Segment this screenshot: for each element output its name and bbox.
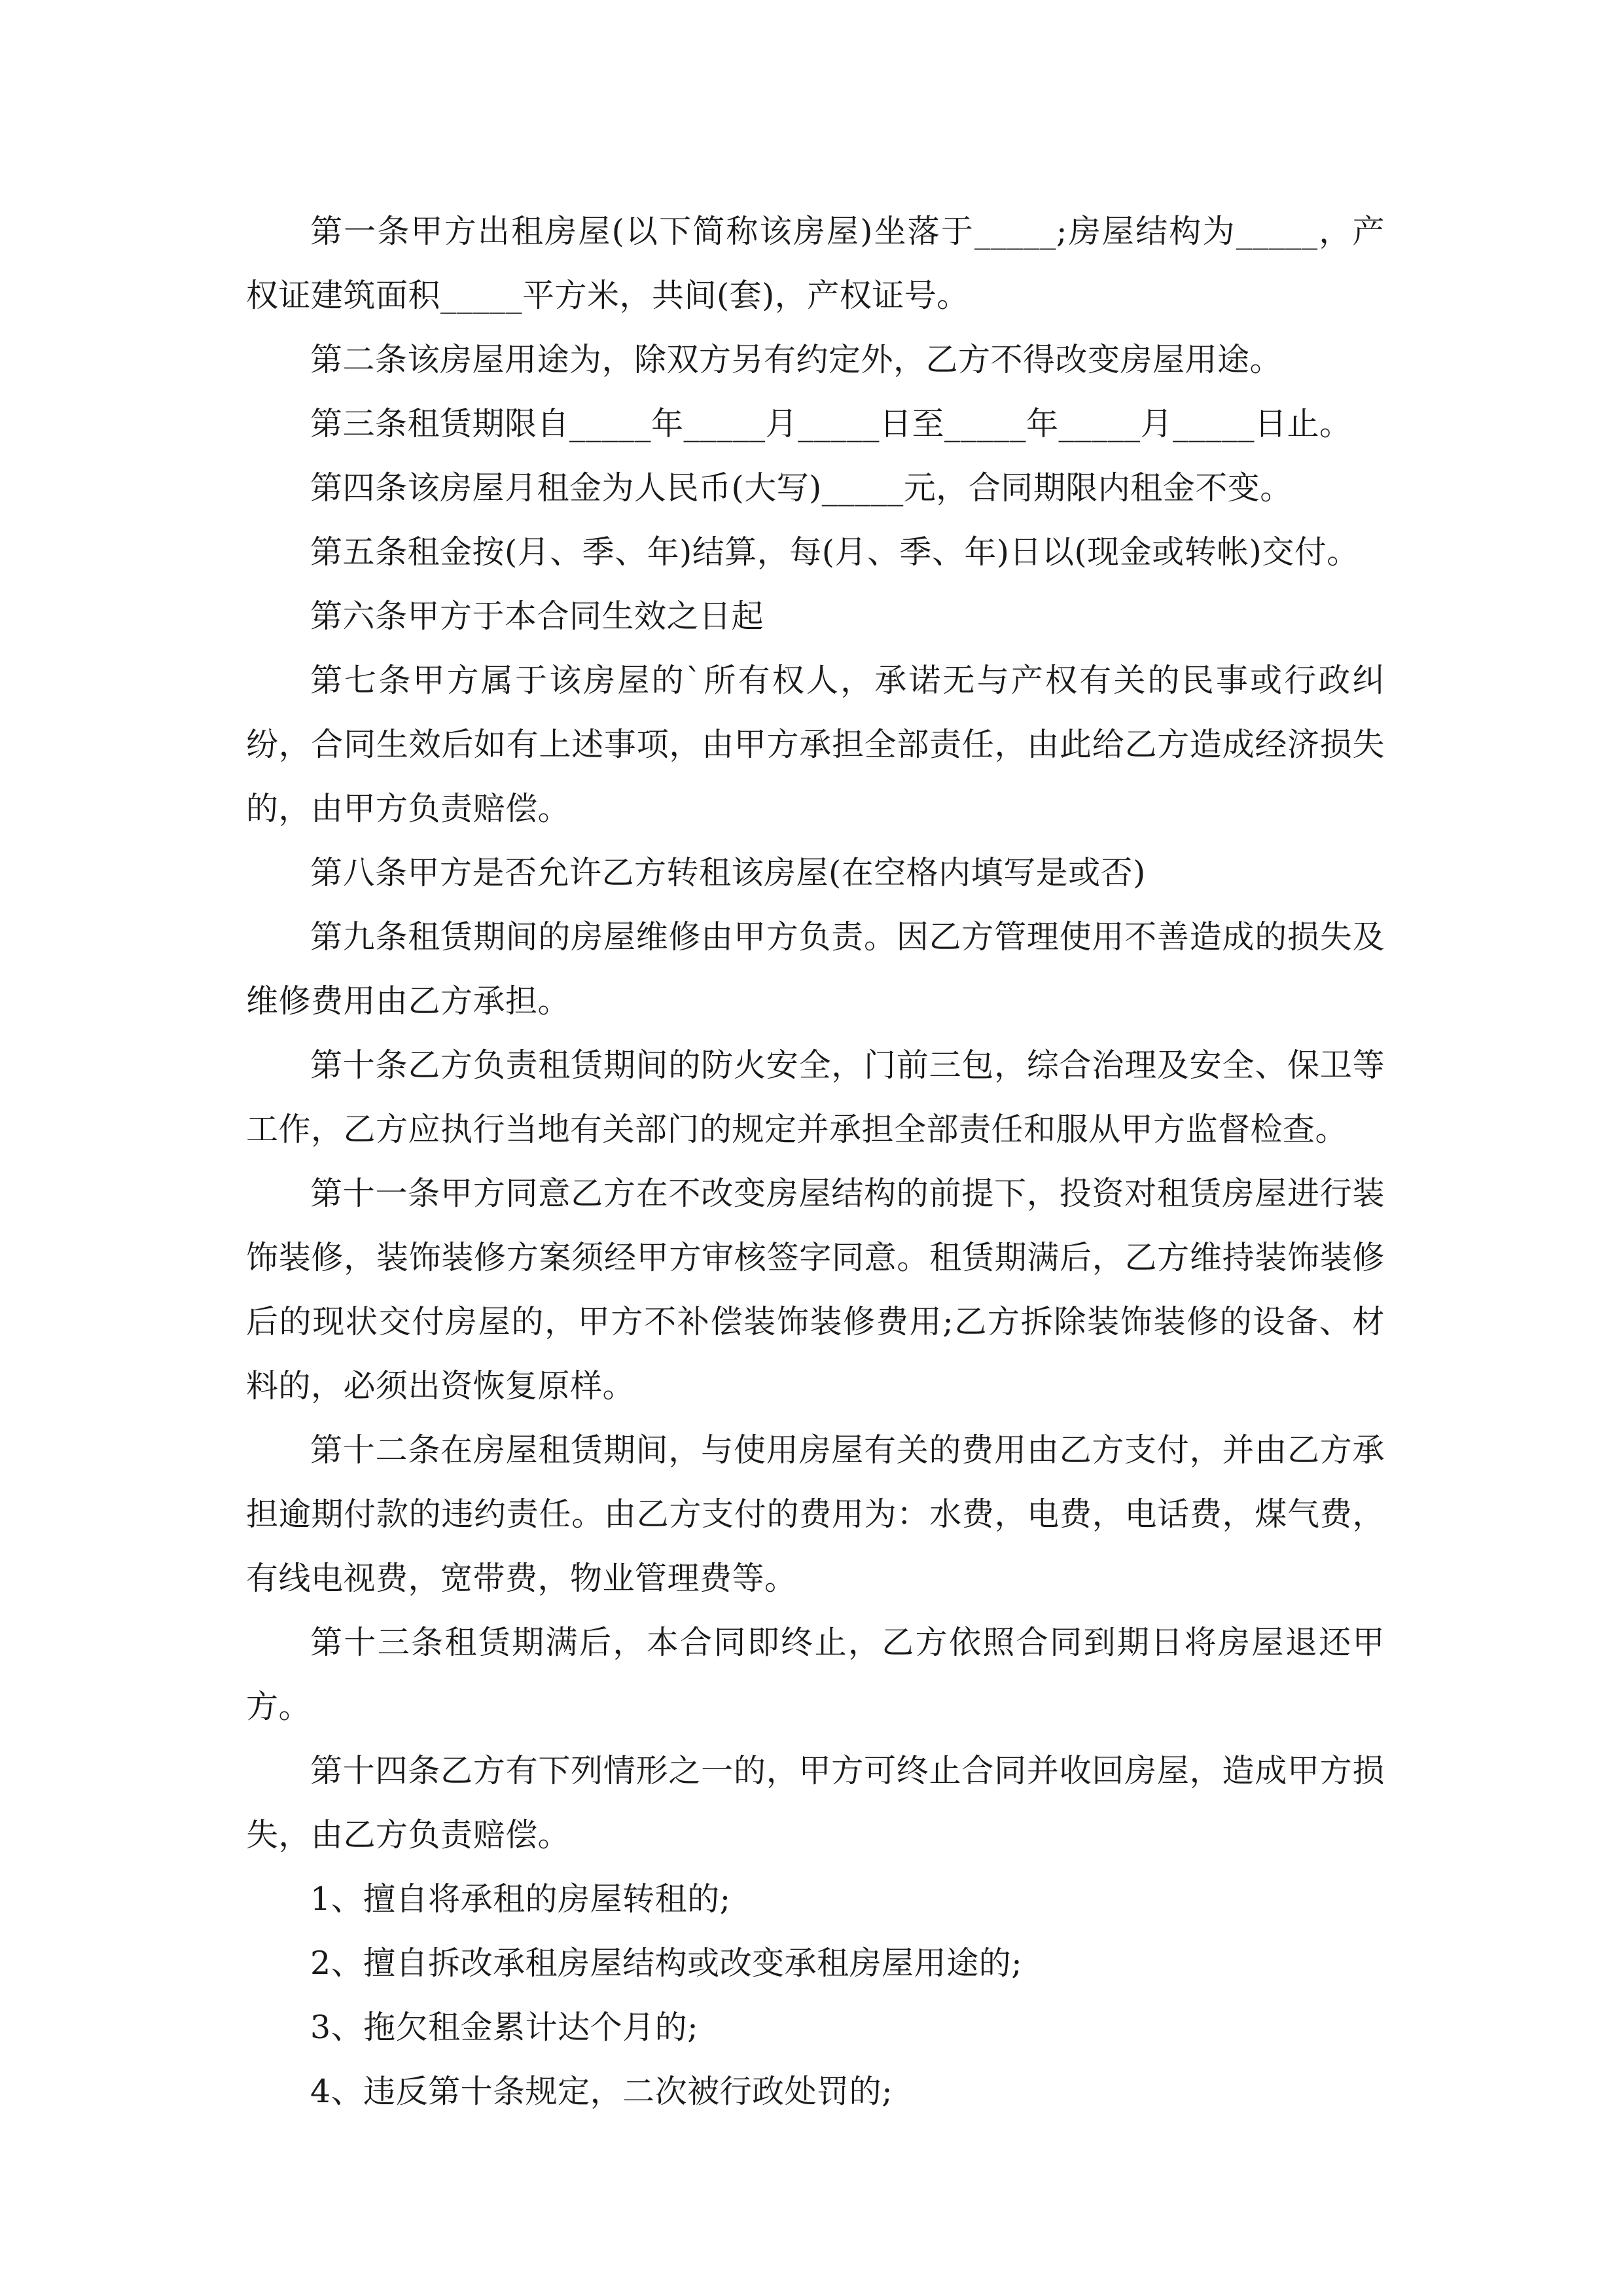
article-12-paragraph: 第十二条在房屋租赁期间，与使用房屋有关的费用由乙方支付，并由乙方承担逾期付款的违约责任。由乙方支付的费用为：水费，电费，电话费，煤气费，有线电视费，宽带费，物业管理费等。	[246, 1431, 1385, 1597]
list-item: 1、擅自将承租的房屋转租的;	[310, 1880, 731, 1918]
article-13-paragraph: 第十三条租赁期满后，本合同即终止，乙方依照合同到期日将房屋退还甲方。	[246, 1624, 1385, 1725]
article-14-paragraph: 第十四条乙方有下列情形之一的，甲方可终止合同并收回房屋，造成甲方损失，由乙方负责赔偿。	[246, 1752, 1385, 1854]
list-item: 4、违反第十条规定，二次被行政处罚的;	[310, 2073, 893, 2110]
article-7-paragraph: 第七条甲方属于该房屋的`所有权人，承诺无与产权有关的民事或行政纠纷，合同生效后如有上述事项，由甲方承担全部责任，由此给乙方造成经济损失的，由甲方负责赔偿。	[246, 662, 1385, 827]
article-2-paragraph: 第二条该房屋用途为，除双方另有约定外，乙方不得改变房屋用途。	[310, 341, 1283, 378]
article-8-paragraph: 第八条甲方是否允许乙方转租该房屋(在空格内填写是或否)	[310, 854, 1146, 891]
article-1-paragraph: 第一条甲方出租房屋(以下简称该房屋)坐落于_____;房屋结构为_____，产权证建筑面积_____平方米，共间(套)，产权证号。	[246, 213, 1385, 314]
article-6-paragraph: 第六条甲方于本合同生效之日起	[310, 598, 764, 635]
article-10-paragraph: 第十条乙方负责租赁期间的防火安全，门前三包，综合治理及安全、保卫等工作，乙方应执行当地有关部门的规定并承担全部责任和服从甲方监督检查。	[246, 1047, 1385, 1148]
list-item: 3、拖欠租金累计达个月的;	[310, 2009, 699, 2046]
article-9-paragraph: 第九条租赁期间的房屋维修由甲方负责。因乙方管理使用不善造成的损失及维修费用由乙方承担。	[246, 918, 1385, 1020]
article-5-paragraph: 第五条租金按(月、季、年)结算，每(月、季、年)日以(现金或转帐)交付。	[310, 533, 1359, 571]
article-4-paragraph: 第四条该房屋月租金为人民币(大写)_____元，合同期限内租金不变。	[310, 469, 1293, 507]
document-body	[246, 200, 1385, 2124]
article-11-paragraph: 第十一条甲方同意乙方在不改变房屋结构的前提下，投资对租赁房屋进行装饰装修，装饰装修方案须经甲方审核签字同意。租赁期满后，乙方维持装饰装修后的现状交付房屋的，甲方不补偿装饰装修费用;乙方拆除装饰装修的设备、材料的，必须出资恢复原样。	[246, 1175, 1385, 1405]
article-3-paragraph: 第三条租赁期限自_____年_____月_____日至_____年_____月_____日止。	[310, 405, 1352, 442]
list-item: 2、擅自拆改承租房屋结构或改变承租房屋用途的;	[310, 1945, 1023, 1982]
